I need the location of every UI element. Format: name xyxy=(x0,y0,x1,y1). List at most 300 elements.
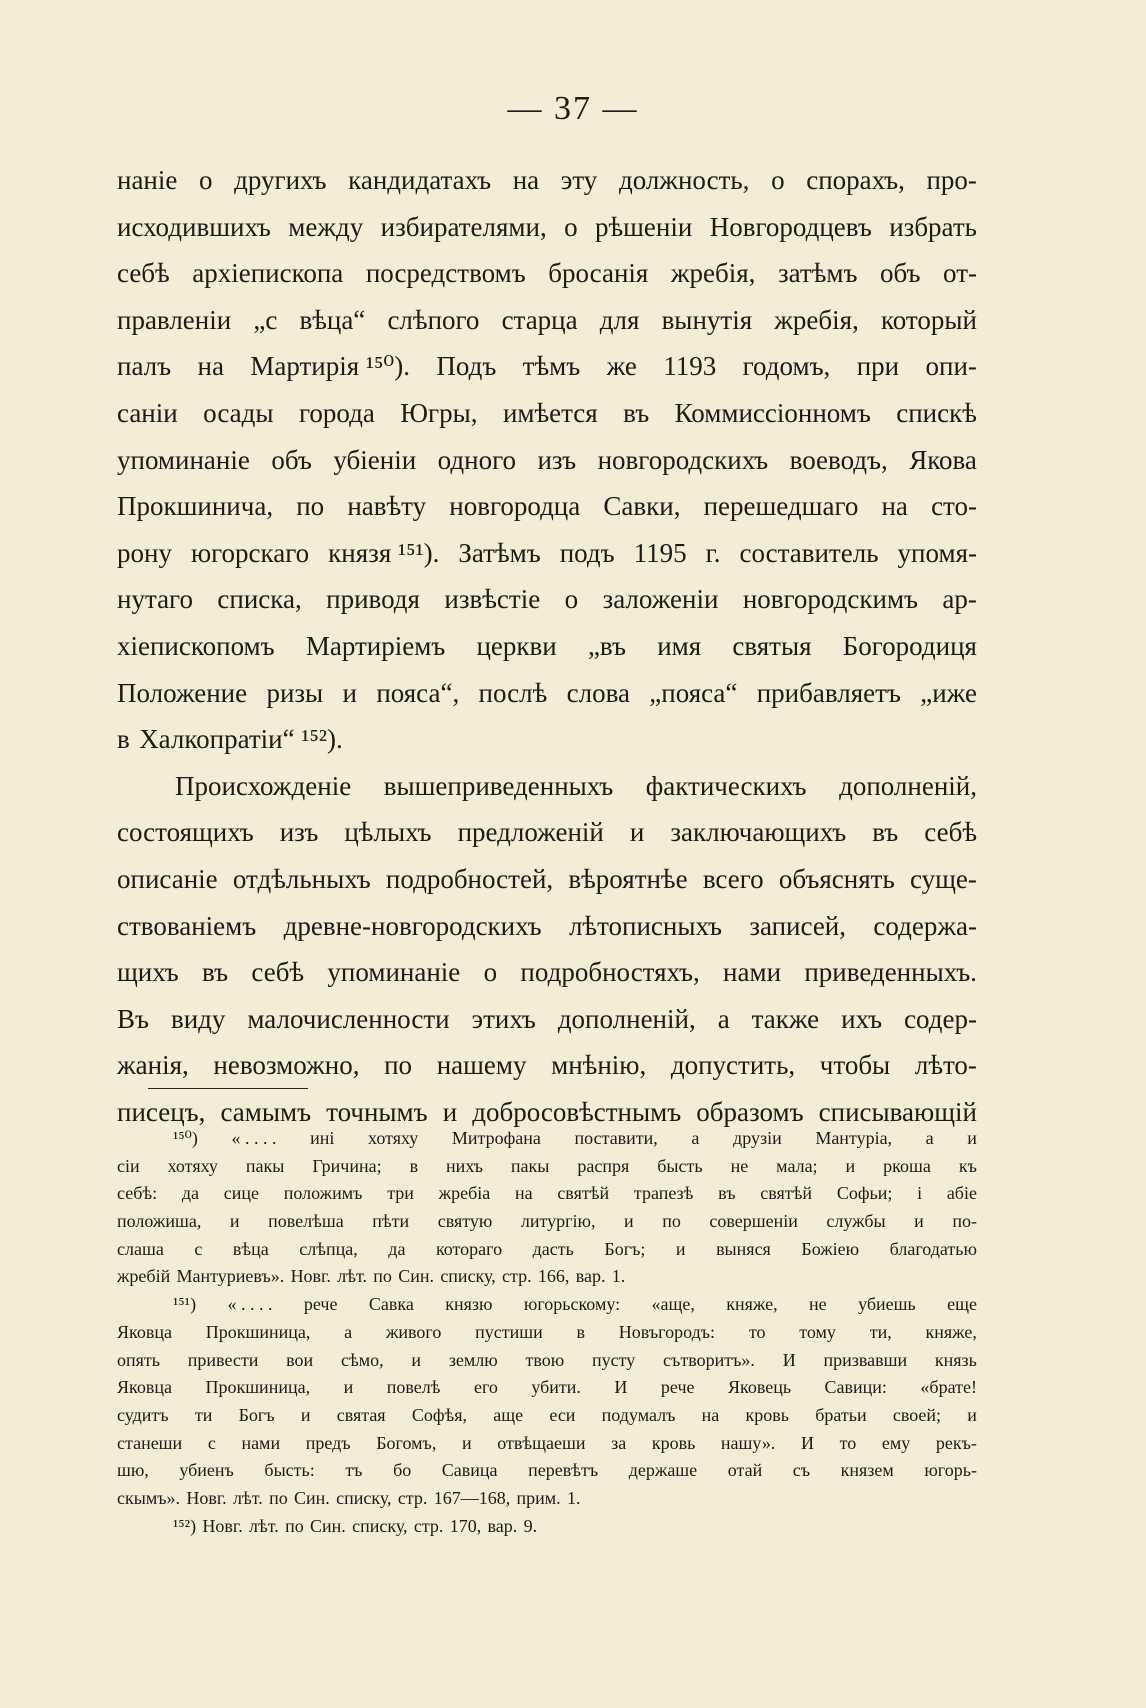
word: этихъ xyxy=(471,1003,536,1034)
word: югорьскому: xyxy=(523,1294,621,1315)
word: подробностяхъ, xyxy=(520,957,700,988)
word: Прокшиница, xyxy=(205,1321,311,1342)
word: за xyxy=(611,1432,627,1453)
word: пустиши xyxy=(475,1321,543,1342)
body_lines-line xyxy=(117,763,977,810)
word: отай xyxy=(727,1460,763,1481)
word: распря xyxy=(577,1155,630,1176)
word: суще- xyxy=(910,863,977,894)
word: Новг. xyxy=(186,1487,227,1508)
word: княже, xyxy=(726,1294,778,1315)
word: и xyxy=(845,1155,856,1176)
word: Прокшинича, xyxy=(117,491,274,522)
body_lines-line xyxy=(117,856,977,903)
word: и xyxy=(675,1238,686,1259)
body_lines-line xyxy=(117,576,977,623)
word: „иже xyxy=(920,677,977,708)
word: еси xyxy=(549,1404,576,1425)
word: сіи xyxy=(117,1155,140,1176)
word: по xyxy=(285,1515,304,1536)
word: Софѣя, xyxy=(411,1404,468,1425)
word: ¹⁵²) xyxy=(173,1515,197,1536)
word: и xyxy=(300,1404,311,1425)
word: тъ xyxy=(345,1460,363,1481)
word: въ xyxy=(202,957,229,988)
word: Коммиссіонномъ xyxy=(674,397,871,428)
word: щихъ xyxy=(117,957,179,988)
word: вѣроятнѣе xyxy=(568,863,688,894)
word: вѣца“ xyxy=(299,304,366,335)
word: повелѣ xyxy=(386,1377,441,1398)
word: и xyxy=(461,1432,472,1453)
word: судитъ xyxy=(117,1404,169,1425)
footnote_lines-line xyxy=(117,1236,977,1264)
word: слѣпца, xyxy=(299,1238,358,1259)
word: тому xyxy=(799,1321,836,1342)
word: рону xyxy=(117,537,172,568)
word: жребіа xyxy=(438,1183,491,1204)
word: прим. xyxy=(516,1487,561,1508)
body_lines-line xyxy=(117,343,977,390)
word: о xyxy=(771,165,785,195)
word: то xyxy=(839,1432,857,1453)
word: заключающихъ xyxy=(670,817,847,848)
word: самымъ xyxy=(220,1096,312,1127)
word: поставити, xyxy=(574,1128,658,1148)
word: а xyxy=(925,1128,934,1148)
word: Гричина; xyxy=(312,1155,382,1176)
word: предложеній xyxy=(457,817,604,848)
word: живого xyxy=(385,1321,442,1342)
word: приведенныхъ. xyxy=(804,957,977,988)
word: осады xyxy=(203,397,274,428)
word: твою xyxy=(525,1349,565,1370)
word: при xyxy=(856,351,900,382)
word: церкви xyxy=(476,630,557,661)
word: новгородскимъ xyxy=(742,584,918,615)
word: кровь xyxy=(745,1404,789,1425)
word: а xyxy=(344,1321,353,1342)
word: сѣмо, xyxy=(340,1349,384,1370)
word: Син. xyxy=(398,1266,435,1287)
word: и xyxy=(342,677,357,708)
word: дополненій, xyxy=(839,770,977,801)
word: тѣмъ xyxy=(522,351,581,382)
word: малочисленности xyxy=(247,1003,450,1034)
word: къ xyxy=(958,1155,977,1176)
word: положимъ xyxy=(283,1183,363,1204)
word: абіе xyxy=(946,1183,977,1204)
body_lines-line xyxy=(117,204,977,251)
footnotes xyxy=(117,1125,977,1540)
word: фактическихъ xyxy=(645,770,807,801)
word: И xyxy=(782,1349,796,1370)
word: ти xyxy=(194,1404,213,1425)
body_lines-line xyxy=(117,1042,977,1089)
word: посредствомъ xyxy=(365,258,526,289)
word: 9. xyxy=(523,1515,538,1536)
word: приводя xyxy=(326,584,420,615)
word: Въ xyxy=(117,1003,149,1034)
body_lines-line xyxy=(117,437,977,484)
word: Богъ xyxy=(238,1404,275,1425)
word: службы xyxy=(826,1211,886,1232)
page-number: — 37 — xyxy=(507,90,639,127)
body_lines-line xyxy=(117,157,977,204)
word: по xyxy=(373,1266,392,1287)
word: югорь- xyxy=(924,1460,977,1481)
word: ризы xyxy=(266,677,324,708)
word: его xyxy=(473,1377,498,1398)
word: и xyxy=(442,1096,458,1127)
word: по- xyxy=(952,1211,977,1232)
word: Яковца xyxy=(117,1377,172,1398)
word: себѣ xyxy=(924,817,977,848)
word: Божіею xyxy=(801,1238,860,1259)
word: описаніе xyxy=(117,863,218,894)
word: Происхожденіе xyxy=(175,770,352,801)
word: по xyxy=(296,491,325,522)
word: кандидатахъ xyxy=(348,165,492,195)
word: жребій xyxy=(117,1266,171,1287)
word: 1. xyxy=(566,1487,581,1508)
body_lines-line xyxy=(117,716,977,763)
word: нами xyxy=(241,1432,281,1453)
word: стр. xyxy=(413,1515,444,1536)
body_lines-line xyxy=(117,949,977,996)
word: Яковца xyxy=(117,1321,172,1342)
word: да xyxy=(181,1183,200,1204)
word: еще xyxy=(947,1294,977,1315)
word: мала; xyxy=(776,1155,818,1176)
word: И xyxy=(800,1432,814,1453)
word: вар. xyxy=(487,1515,518,1536)
word: жребія, xyxy=(670,258,756,289)
word: опять xyxy=(117,1349,160,1370)
word: пусту xyxy=(592,1349,636,1370)
word: и xyxy=(229,1211,240,1232)
word: Мартирія ¹⁵⁰). xyxy=(250,351,410,382)
footnote_lines-line xyxy=(117,1457,977,1485)
word: с xyxy=(194,1238,203,1259)
word: в xyxy=(117,724,130,755)
word: слаша xyxy=(117,1238,164,1259)
word: на xyxy=(514,1183,533,1204)
word: держаше xyxy=(628,1460,698,1481)
word: землю xyxy=(448,1349,498,1370)
word: а xyxy=(691,1128,700,1148)
word: стр. xyxy=(502,1266,532,1287)
word: не xyxy=(730,1155,749,1176)
word: убити. xyxy=(531,1377,581,1398)
word: Новгородцевъ xyxy=(709,211,872,242)
word: избрать xyxy=(889,211,977,242)
word: хотяху xyxy=(368,1128,419,1148)
word: бысть: xyxy=(264,1460,315,1481)
word: же xyxy=(606,351,637,382)
word: Богъ; xyxy=(604,1238,646,1259)
word: повелѣша xyxy=(268,1211,344,1232)
word: между xyxy=(288,211,364,242)
word: шю, xyxy=(117,1460,149,1481)
word: о xyxy=(483,957,498,988)
word: добросовѣстнымъ xyxy=(472,1096,682,1127)
word: подумалъ xyxy=(601,1404,676,1425)
word: ині xyxy=(310,1128,335,1148)
word: рече xyxy=(660,1377,695,1398)
word: не xyxy=(809,1294,827,1315)
word: призвавши xyxy=(823,1349,908,1370)
word: своей; xyxy=(892,1404,942,1425)
word: лѣт. xyxy=(249,1515,279,1536)
word: и xyxy=(967,1128,977,1148)
word: Софьи; xyxy=(836,1183,893,1204)
word: составитель xyxy=(739,537,879,568)
body_lines-line xyxy=(117,809,977,856)
word: навѣту xyxy=(347,491,427,522)
word: Новг. xyxy=(202,1515,243,1536)
word: древне-новгородскихъ xyxy=(283,910,542,941)
body_lines-line xyxy=(117,483,977,530)
word: г. xyxy=(705,537,721,568)
word: пакы xyxy=(510,1155,550,1176)
word: святѣй xyxy=(760,1183,813,1204)
word: Савици: xyxy=(824,1377,887,1398)
word: списка, xyxy=(217,584,302,615)
word: спискѣ xyxy=(896,397,977,428)
word: опи- xyxy=(925,351,977,382)
word: убиешь xyxy=(858,1294,916,1315)
word: имѣется xyxy=(502,397,598,428)
body_lines-line xyxy=(117,623,977,670)
word: по xyxy=(384,1050,413,1081)
word: упоминаніе xyxy=(117,444,250,475)
body_lines-line xyxy=(117,903,977,950)
word: князя ¹⁵¹). xyxy=(328,537,440,568)
word: скымъ». xyxy=(117,1487,181,1508)
word: святѣй xyxy=(557,1183,610,1204)
word: в xyxy=(409,1155,419,1176)
word: Син. xyxy=(310,1515,346,1536)
word: Мартиріемъ xyxy=(305,630,446,661)
word: и xyxy=(624,1211,634,1232)
word: княже, xyxy=(925,1321,977,1342)
word: И xyxy=(614,1377,628,1398)
word: ¹⁵¹) xyxy=(173,1294,197,1315)
word: Подъ xyxy=(436,351,497,382)
word: „въ xyxy=(587,630,626,661)
body_lines-line xyxy=(117,390,977,437)
word: упоминаніе xyxy=(327,957,461,988)
word: положиша, xyxy=(117,1211,202,1232)
word: котораго xyxy=(435,1238,503,1259)
word: вышеприведенныхъ xyxy=(383,770,614,801)
word: цѣлыхъ xyxy=(344,817,432,848)
word: эту xyxy=(560,165,598,195)
word: чтобы xyxy=(819,1050,891,1081)
footnote_lines-line xyxy=(117,1208,977,1236)
word: святую xyxy=(437,1211,493,1232)
word: и xyxy=(343,1377,354,1398)
word: о xyxy=(199,165,213,195)
word: ар- xyxy=(942,584,977,615)
word: «аще, xyxy=(651,1294,695,1315)
word: рѣшеніи xyxy=(594,211,693,242)
word: Мантуріа, xyxy=(815,1128,893,1148)
word: содержа- xyxy=(873,910,977,941)
footnote_lines-line xyxy=(117,1347,977,1375)
word: 170, xyxy=(449,1515,482,1536)
word: «брате! xyxy=(920,1377,977,1398)
footnote_lines-line xyxy=(117,1513,977,1541)
word: бысть xyxy=(657,1155,703,1176)
word: правленіи xyxy=(117,304,232,335)
word: Прокшиница, xyxy=(205,1377,311,1398)
word: и xyxy=(967,1404,977,1425)
word: бо xyxy=(393,1460,412,1481)
word: Якова xyxy=(909,444,977,475)
word: избирателями, xyxy=(380,211,547,242)
word: привести xyxy=(187,1349,259,1370)
word: писецъ, xyxy=(117,1096,206,1127)
word: на xyxy=(881,491,908,522)
word: аще xyxy=(493,1404,524,1425)
word: ствованіемъ xyxy=(117,910,257,941)
word: палъ xyxy=(117,351,172,382)
word: 1195 xyxy=(633,537,687,568)
word: жребія, xyxy=(774,304,859,335)
word: хотяху xyxy=(167,1155,218,1176)
word: святая xyxy=(336,1404,386,1425)
word: сто- xyxy=(931,491,977,522)
footnote_lines-line xyxy=(117,1319,977,1347)
word: допустить, xyxy=(670,1050,796,1081)
word: рече xyxy=(303,1294,338,1315)
word: себѣ: xyxy=(117,1183,158,1204)
footnote_lines-line xyxy=(117,1125,977,1153)
word: на xyxy=(512,165,540,195)
word: князю xyxy=(445,1294,493,1315)
word: вынутія xyxy=(661,304,753,335)
word: Положение xyxy=(117,677,248,708)
footnote_lines-line xyxy=(117,1153,977,1181)
word: Новг. xyxy=(290,1266,331,1287)
word: литургію, xyxy=(520,1211,596,1232)
word: должность, xyxy=(618,165,750,195)
word: точнымъ xyxy=(326,1096,428,1127)
word: жанія, xyxy=(117,1050,189,1081)
word: то xyxy=(748,1321,766,1342)
word: о xyxy=(564,584,579,615)
word: подъ xyxy=(559,537,615,568)
word: Затѣмъ xyxy=(458,537,541,568)
word: убіеніи xyxy=(333,444,417,475)
word: лѣто- xyxy=(914,1050,977,1081)
word: невозможно, xyxy=(213,1050,360,1081)
word: хіепископомъ xyxy=(117,630,275,661)
word: пояса“, xyxy=(376,677,460,708)
word: Савица xyxy=(441,1460,498,1481)
word: послѣ xyxy=(478,677,548,708)
word: станеши xyxy=(117,1432,183,1453)
word: с xyxy=(207,1432,216,1453)
word: ему xyxy=(881,1432,911,1453)
word: 166, xyxy=(537,1266,570,1287)
word: подробностей, xyxy=(385,863,554,894)
word: содер- xyxy=(904,1003,977,1034)
word: въ xyxy=(872,817,899,848)
word: убиенъ xyxy=(179,1460,234,1481)
word: совершеніи xyxy=(709,1211,798,1232)
word: спорахъ, xyxy=(806,165,905,195)
word: воеводъ, xyxy=(789,444,888,475)
word: въ xyxy=(718,1183,736,1204)
word: святыя xyxy=(732,630,812,661)
word: друзіи xyxy=(733,1128,782,1148)
body_lines-line xyxy=(117,250,977,297)
word: годомъ, xyxy=(742,351,831,382)
word: сътворитъ». xyxy=(663,1349,755,1370)
word: слѣпого xyxy=(387,304,480,335)
word: новгородца xyxy=(449,491,581,522)
word: объ xyxy=(879,258,921,289)
word: отвѣщаеши xyxy=(497,1432,586,1453)
word: перешедшаго xyxy=(703,491,859,522)
word: « . . . . xyxy=(227,1294,273,1315)
word: который xyxy=(880,304,977,335)
word: извѣстіе xyxy=(444,584,541,615)
word: въ xyxy=(623,397,650,428)
word: новгородскихъ xyxy=(597,444,769,475)
word: нашу». xyxy=(720,1432,776,1453)
word: « . . . . xyxy=(231,1128,277,1148)
footnote_lines-line xyxy=(117,1374,977,1402)
word: и xyxy=(914,1211,924,1232)
word: три xyxy=(387,1183,414,1204)
word: перевѣтъ xyxy=(528,1460,599,1481)
word: 167—168, xyxy=(433,1487,511,1508)
word: списку, xyxy=(440,1266,496,1287)
body-text xyxy=(117,157,977,1135)
word: ихъ xyxy=(841,1003,883,1034)
word: списывающій xyxy=(818,1096,977,1127)
word: объяснять xyxy=(778,863,895,894)
word: записей, xyxy=(749,910,847,941)
word: і xyxy=(917,1183,923,1204)
body_lines-line xyxy=(117,996,977,1043)
word: а xyxy=(717,1003,730,1034)
word: 1193 xyxy=(663,351,717,382)
word: объ xyxy=(271,444,312,475)
footnote_lines-line xyxy=(117,1485,977,1513)
word: от- xyxy=(943,258,977,289)
word: лѣт. xyxy=(337,1266,367,1287)
word: нами xyxy=(723,957,782,988)
word: изъ xyxy=(537,444,577,475)
word: всего xyxy=(702,863,764,894)
word: виду xyxy=(170,1003,226,1034)
word: благодатью xyxy=(889,1238,977,1259)
word: нихъ xyxy=(446,1155,483,1176)
word: Богомъ, xyxy=(376,1432,437,1453)
footnote_lines-line xyxy=(117,1402,977,1430)
word: себѣ xyxy=(117,258,170,289)
word: наніе xyxy=(117,165,178,195)
word: списку, xyxy=(336,1487,392,1508)
footnote-separator xyxy=(148,1088,308,1089)
word: другихъ xyxy=(234,165,327,195)
word: о xyxy=(564,211,578,242)
